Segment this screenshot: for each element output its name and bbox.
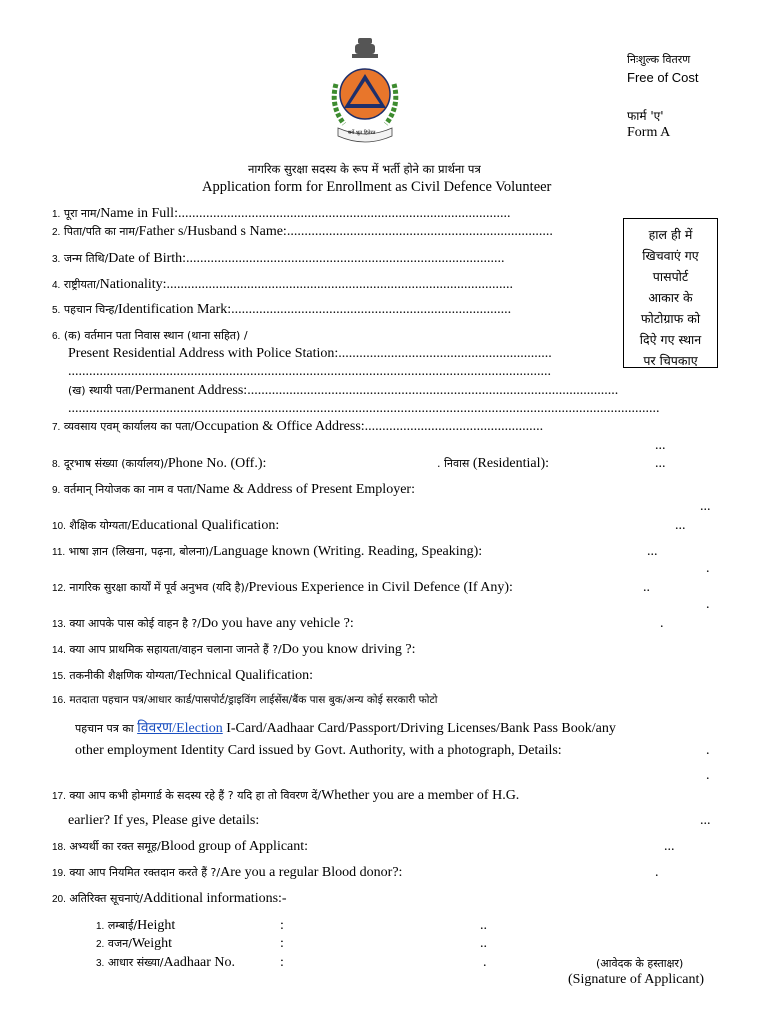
field-permanent-address[interactable]: (ख) स्थायी पता/Permanent Address:.......................................................................................................... xyxy=(68,383,619,398)
photo-instruction-line: खिचवाएं गए xyxy=(642,248,699,263)
signature-label: (Signature of Applicant) xyxy=(568,972,705,987)
field-driving[interactable]: 14. क्या आप प्राथमिक सहायता/वाहन चलाना जानते हैं ?/Do you know driving ?: xyxy=(52,642,416,657)
field-previous-experience[interactable]: 12. नागरिक सुरक्षा कार्यों में पूर्व अनुभव (यदि है)/Previous Experience in Civil Defence (If Any): xyxy=(52,580,513,595)
photo-instruction-line: आकार के xyxy=(648,290,693,305)
field-home-guard-member[interactable]: 17. क्या आप कभी होमगार्ड के सदस्य रहे हैं ? यदि हा तो विवरण दें/Whether you are a member of H.G. xyxy=(52,788,520,803)
field-educational-qualification[interactable]: 10. शैक्षिक योग्यता/Educational Qualification: xyxy=(52,518,280,533)
field-blood-group-tail: ... xyxy=(664,839,675,854)
field-permanent-address-line2[interactable]: ......................................................................................................................................................................... xyxy=(68,401,660,416)
field-language-tail: ... xyxy=(647,544,658,559)
civil-defence-emblem xyxy=(322,36,408,148)
field-technical-qualification[interactable]: 15. तकनीकी शैक्षणिक योग्यता/Technical Qualification: xyxy=(52,668,313,683)
field-language-tail2: . xyxy=(706,561,710,576)
field-blood-group[interactable]: 18. अभ्यर्थी का रक्त समूह/Blood group of Applicant: xyxy=(52,839,309,854)
field-identification-mark[interactable]: 5. पहचान चिन्ह/Identification Mark:................................................................................ xyxy=(52,302,512,317)
field-experience-tail: .. xyxy=(643,580,650,595)
free-of-cost-label: Free of Cost xyxy=(627,70,699,85)
field-father-husband-name[interactable]: 2. पिता/पति का नाम/Father s/Husband s Name:............................................................................ xyxy=(52,224,553,239)
field-present-employer[interactable]: 9. वर्तमान् नियोजक का नाम व पता/Name & Address of Present Employer: xyxy=(52,482,415,497)
field-additional-informations: 20. अतिरिक्त सूचनाएं/Additional informations:- xyxy=(52,891,287,906)
field-home-guard-details[interactable]: earlier? If yes, Please give details: xyxy=(68,813,260,828)
field-height[interactable]: 1. लम्बाई/Height xyxy=(96,918,176,933)
field-blood-donor-tail: . xyxy=(655,865,659,880)
field-phone-residential[interactable]: . निवास (Residential): xyxy=(437,456,550,471)
field-occupation-address-tail: ... xyxy=(655,438,666,453)
field-language-known[interactable]: 11. भाषा ज्ञान (लिखना, पढ़ना, बोलना)/Language known (Writing. Reading, Speaking): xyxy=(52,544,483,559)
height-tail: .. xyxy=(480,918,487,933)
field-education-tail: ... xyxy=(675,518,686,533)
weight-colon: : xyxy=(280,936,284,951)
field-aadhaar-no[interactable]: 3. आधार संख्या/Aadhaar No. xyxy=(96,955,236,970)
field-name-in-full[interactable]: 1. पूरा नाम/Name in Full:............................................................................................... xyxy=(52,206,511,221)
aadhaar-tail: . xyxy=(483,955,487,970)
field-present-address-line2[interactable]: .......................................................................................................................................... xyxy=(68,364,551,379)
photo-instruction-line: पासपोर्ट xyxy=(652,269,689,284)
field-present-address-label: 6. (क) वर्तमान पता निवास स्थान (थाना सहित) / xyxy=(52,329,248,342)
emblem-motto: सर्वे भूत हितेरत xyxy=(348,130,376,136)
photo-instruction-line: फोटोग्राफ को xyxy=(640,311,701,326)
field-occupation-address[interactable]: 7. व्यवसाय एवम् कार्यालय का पता/Occupation & Office Address:................................................... xyxy=(52,419,544,434)
form-label-hindi: फार्म 'ए' xyxy=(627,109,664,123)
form-label: Form A xyxy=(627,125,671,140)
photo-instruction-line: हाल ही में xyxy=(648,227,693,242)
photo-placeholder-box[interactable] xyxy=(623,218,718,368)
field-identity-tail2: . xyxy=(706,768,710,783)
election-card-link[interactable]: विवरण/Election xyxy=(137,721,223,736)
aadhaar-colon: : xyxy=(280,955,284,970)
field-employer-tail: ... xyxy=(700,499,711,514)
free-of-cost-hindi: निःशुल्क वितरण xyxy=(627,53,691,66)
page-title: Application form for Enrollment as Civil Defence Volunteer xyxy=(202,179,552,195)
field-vehicle[interactable]: 13. क्या आपके पास कोई वाहन है ?/Do you have any vehicle ?: xyxy=(52,616,354,631)
field-date-of-birth[interactable]: 3. जन्म तिथि/Date of Birth:........................................................................................... xyxy=(52,251,505,266)
field-phone-tail: ... xyxy=(655,456,666,471)
field-present-address[interactable]: Present Residential Address with Police Station:............................................................. xyxy=(68,346,552,361)
field-nationality[interactable]: 4. राष्ट्रीयता/Nationality:................................................................................................... xyxy=(52,277,514,292)
field-identity-card-details[interactable]: other employment Identity Card issued by Govt. Authority, with a photograph, Details: xyxy=(75,743,562,758)
field-identity-card-line2: पहचान पत्र का विवरण/Election I-Card/Aadhaar Card/Passport/Driving Licenses/Bank Pass Book/any xyxy=(75,721,616,736)
field-identity-tail: . xyxy=(706,743,710,758)
height-colon: : xyxy=(280,918,284,933)
signature-label-hindi: (आवेदक के हस्ताक्षर) xyxy=(596,957,684,970)
field-identity-card-label: 16. मतदाता पहचान पत्र/आधार कार्ड/पासपोर्ट/ड्राइविंग लाईसेंस/बैंक पास बुक/अन्य कोई सरकारी फोटो xyxy=(52,694,438,706)
field-experience-tail2: . xyxy=(706,597,710,612)
field-home-guard-tail: ... xyxy=(700,813,711,828)
field-blood-donor[interactable]: 19. क्या आप नियमित रक्तदान करते हैं ?/Are you a regular Blood donor?: xyxy=(52,865,403,880)
title-hindi: नागरिक सुरक्षा सदस्य के रूप में भर्ती होने का प्रार्थना पत्र xyxy=(248,162,481,176)
photo-instruction-line: पर चिपकाए xyxy=(643,353,698,368)
field-phone-office[interactable]: 8. दूरभाष संख्या (कार्यालय)/Phone No. (Off.): xyxy=(52,456,267,471)
lion-capital-icon xyxy=(352,38,378,58)
photo-instruction-line: दिऐ गए स्थान xyxy=(639,332,702,347)
field-vehicle-tail: . xyxy=(660,616,664,631)
weight-tail: .. xyxy=(480,936,487,951)
field-weight[interactable]: 2. वजन/Weight xyxy=(96,936,173,951)
